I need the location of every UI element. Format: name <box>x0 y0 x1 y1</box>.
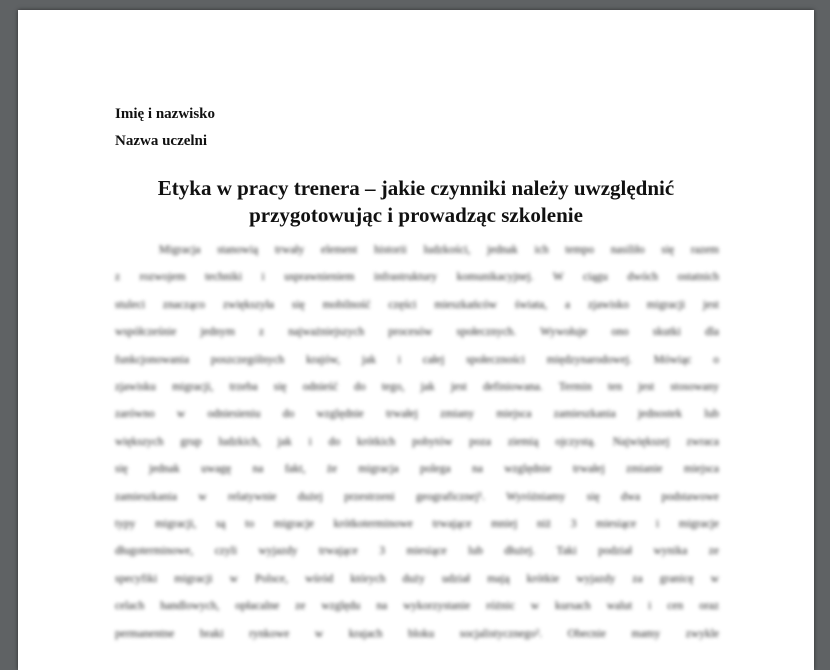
body-line: długoterminowe, czyli wyjazdy trwające 3 miesiące lub dłużej. Taki podział wynika ze <box>115 545 719 558</box>
document-title <box>78 175 754 229</box>
body-line: współcześnie jednym z najważniejszych procesów społecznych. Wywołuje ono skutki dla <box>115 326 719 339</box>
body-text-blurred <box>115 237 719 648</box>
body-line: z rozwojem techniki i usprawnieniem infrastruktury komunikacyjnej. W ciągu dwóch ostatnich <box>115 271 719 284</box>
body-line: celach handlowych, opłacalne ze względu na wykorzystanie różnic w kursach walut i cen oraz <box>115 600 719 613</box>
body-line: funkcjonowania poszczególnych krajów, jak i całej społeczności międzynarodowej. Mówiąc o <box>115 353 719 366</box>
document-page <box>18 10 814 670</box>
body-line: stuleci znacząco zwiększyła się mobilność części mieszkańców świata, a zjawisko migracji jest <box>115 298 719 311</box>
title-line-2: przygotowując i prowadząc szkolenie <box>249 203 583 227</box>
body-line: permanentne braki rynkowe w krajach bloku socjalistycznego². Obecnie mamy zwykle <box>115 627 719 640</box>
body-line: specyfiki migracji w Polsce, wśród których duży udział mają krótkie wyjazdy za granicę w <box>115 572 719 585</box>
body-line: zjawisku migracji, trzeba się odnieść do tego, jak jest definiowana. Termin ten jest stosowany <box>115 381 719 394</box>
body-line: zarówno w odniesieniu do względnie trwałej zmiany miejsca zamieszkania jednostek lub <box>115 408 719 421</box>
university-name-label: Nazwa uczelni <box>115 133 208 149</box>
body-line: większych grup ludzkich, jak i do krótkich pobytów poza ziemią ojczystą. Największej zwraca <box>115 435 719 448</box>
title-line-1: Etyka w pracy trenera – jakie czynniki należy uwzględnić <box>157 176 675 200</box>
body-line: typy migracji, są to migracje krótkoterminowe trwające mniej niż 3 miesiące i migracje <box>115 518 719 531</box>
body-line: się jednak uwagę na fakt, że migracja polega na względnie trwałej zmianie miejsca <box>115 463 719 476</box>
body-line: Migracja stanowią trwały element historii ludzkości, jednak ich tempo nasiliło się razem <box>159 244 719 256</box>
author-name-label: Imię i nazwisko <box>115 106 216 122</box>
body-line: zamieszkania w relatywnie dużej przestrzeni geograficznej¹. Wyróżniamy się dwa podstawowe <box>115 490 719 503</box>
